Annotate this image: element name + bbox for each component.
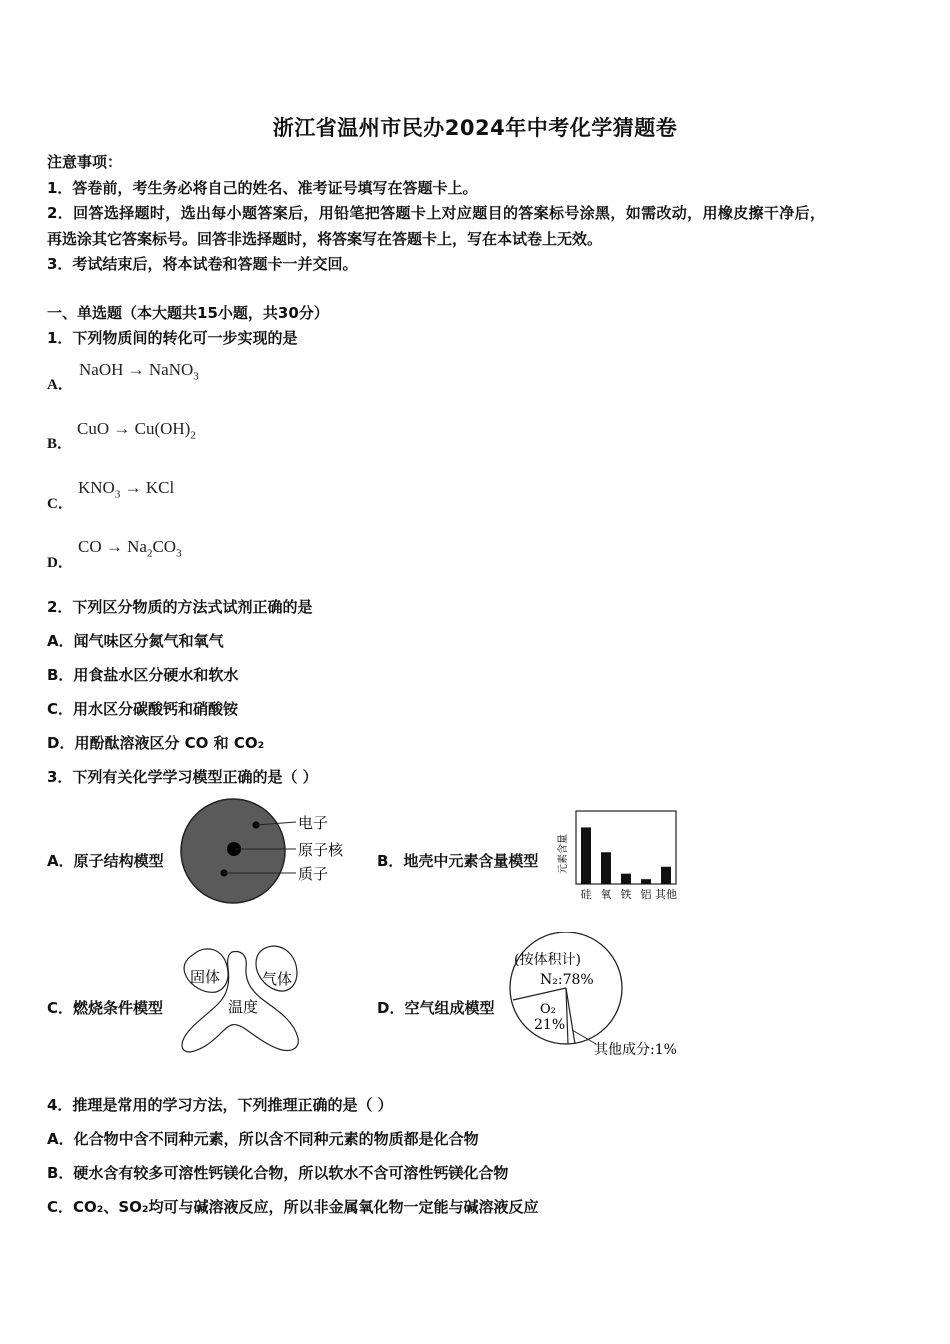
q3-stem: 3．下列有关化学学习模型正确的是（ ） (47, 768, 318, 786)
q3-option-a-label: A．原子结构模型 (47, 852, 164, 870)
bar-其他 (661, 867, 671, 884)
q4-stem: 4．推理是常用的学习方法，下列推理正确的是（ ） (47, 1096, 393, 1114)
page-title: 浙江省温州市民办2024年中考化学猜题卷 (272, 116, 678, 140)
notice-item: 再选涂其它答案标号。回答非选择题时，将答案写在答题卡上，写在本试卷上无效。 (47, 230, 603, 248)
q2-option: C．用水区分碳酸钙和硝酸铵 (47, 700, 239, 718)
q2-option: A．闻气味区分氮气和氧气 (47, 632, 224, 650)
q1-option-c-label: C． (47, 496, 73, 512)
q4-option: B．硬水含有较多可溶性钙镁化合物，所以软水不含可溶性钙镁化合物 (47, 1164, 509, 1182)
q1-option-d-formula: CO → $Na_2CO_3$ (78, 537, 182, 560)
q3-option-d-label: D．空气组成模型 (377, 999, 495, 1017)
notice-item: 2．回答选择题时，选出每小题答案后，用铅笔把答题卡上对应题目的答案标号涂黑，如需改动，用橡皮擦干净后， (47, 204, 826, 222)
nucleus-label: 原子核 (298, 841, 344, 859)
q1-stem: 1．下列物质间的转化可一步实现的是 (47, 329, 298, 347)
notice-item: 1．答卷前，考生务必将自己的姓名、准考证号填写在答题卡上。 (47, 179, 478, 197)
q3-option-c-label: C．燃烧条件模型 (47, 999, 164, 1017)
proton-label: 质子 (298, 865, 329, 883)
bar-氧 (601, 852, 611, 884)
notice-heading: 注意事项： (47, 153, 123, 171)
chart-ylabel: 元素含量 (558, 834, 569, 874)
notice-item: 3．考试结束后，将本试卷和答题卡一并交回。 (47, 255, 358, 273)
n2-label: N₂:78% (540, 972, 594, 988)
q1-option-a-formula: NaOH → NaNO$_3$ (79, 360, 199, 383)
tick-label: 铝 (640, 888, 652, 901)
q1-option-b-formula: CuO → $Cu(OH)_2$ (77, 419, 196, 442)
solid-label: 固体 (190, 968, 221, 986)
atom-model-figure (176, 798, 366, 908)
tick-label: 硅 (580, 888, 592, 901)
pie-note: (按体积计) (514, 952, 581, 968)
bar-铝 (641, 879, 651, 884)
bar-铁 (621, 874, 631, 884)
gas-label: 气体 (262, 970, 293, 988)
q1-option-a-label: A． (47, 377, 73, 393)
other-label: 其他成分:1% (594, 1042, 677, 1058)
tick-label: 氧 (600, 888, 612, 901)
o2-value: 21% (534, 1017, 566, 1033)
q2-option: B．用食盐水区分硬水和软水 (47, 666, 239, 684)
q3-option-b-label: B．地壳中元素含量模型 (377, 852, 539, 870)
q1-option-b-label: B． (47, 436, 73, 452)
bar-硅 (581, 827, 591, 884)
q2-stem: 2．下列区分物质的方法式试剂正确的是 (47, 598, 313, 616)
tick-label: 其他 (655, 888, 677, 901)
crust-element-bar-chart (556, 808, 684, 902)
q4-option: A．化合物中含不同种元素，所以含不同种元素的物质都是化合物 (47, 1130, 479, 1148)
q1-option-d-label: D． (47, 555, 73, 571)
o2-name: O₂ (540, 1002, 556, 1017)
tick-label: 铁 (620, 888, 632, 901)
q2-option: D．用酚酞溶液区分 CO 和 CO₂ (47, 734, 265, 752)
electron-label: 电子 (298, 814, 329, 832)
temperature-label: 温度 (228, 998, 259, 1016)
section-heading: 一、单选题（本大题共15小题，共30分） (47, 304, 329, 322)
q4-option: C．CO₂、SO₂均可与碱溶液反应，所以非金属氧化物一定能与碱溶液反应 (47, 1198, 539, 1216)
combustion-model-figure (176, 938, 306, 1058)
q1-option-c-formula: $KNO_3$ → KCl (78, 478, 175, 501)
air-composition-pie-figure (508, 932, 696, 1058)
